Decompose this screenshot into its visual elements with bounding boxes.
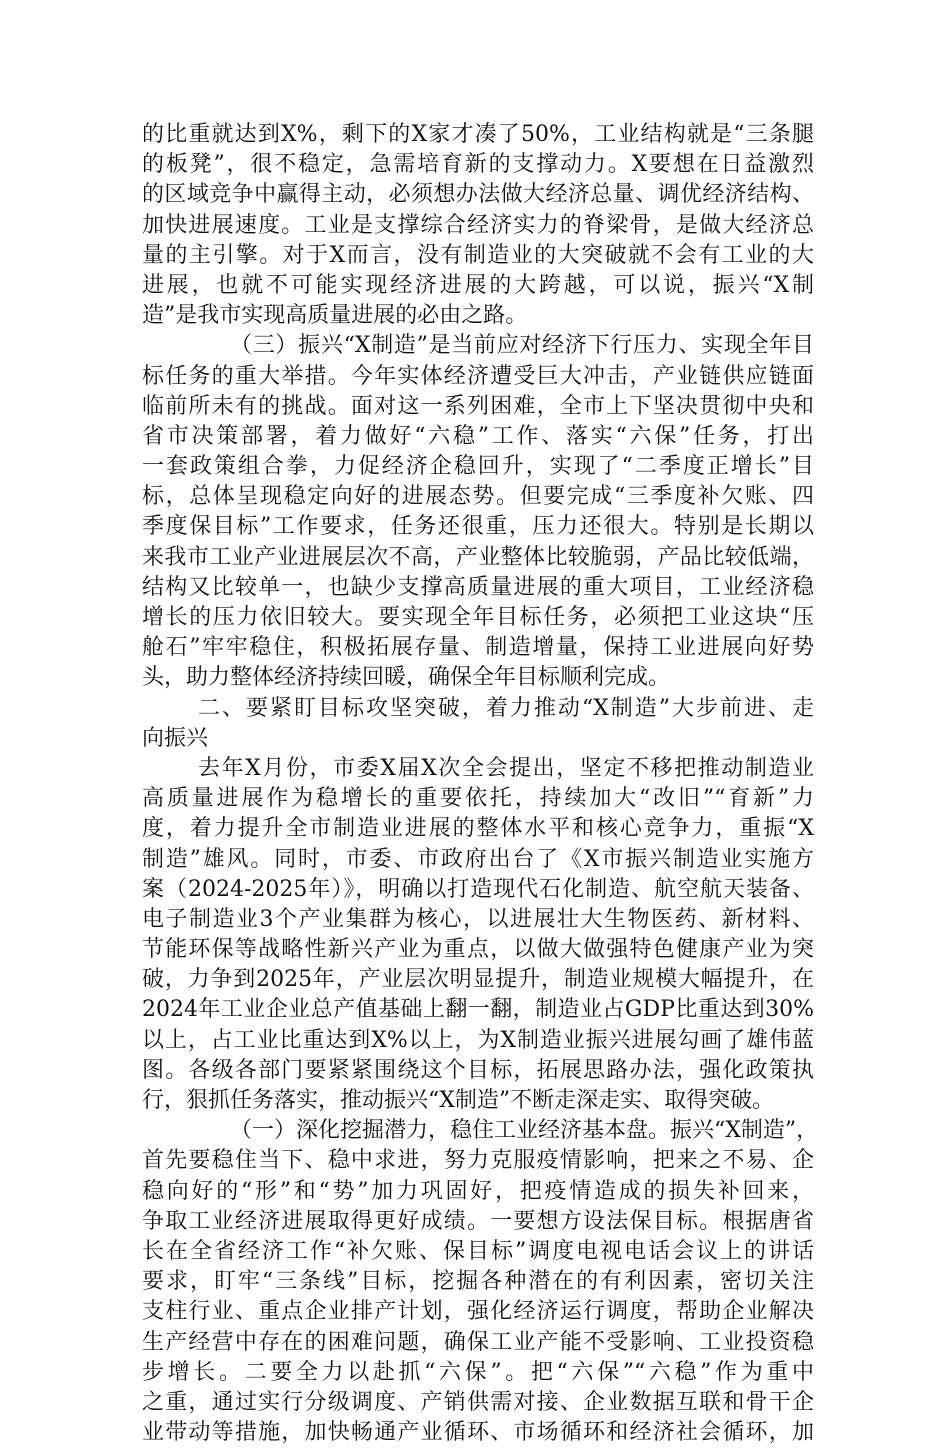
- text-line: 高质量进展作为稳增长的重要依托，持续加大“改旧”“育新”力: [142, 786, 814, 812]
- section-heading-line: 向振兴: [142, 725, 209, 751]
- text-line: 度，着力提升全市制造业进展的整体水平和核心竞争力，重振“X: [142, 816, 814, 842]
- text-line: 标任务的重大举措。今年实体经济遭受巨大冲击，产业链供应链面: [142, 363, 814, 389]
- text-line: 步增长。二要全力以赴抓“六保”。把“六保”“六稳”作为重中: [142, 1359, 814, 1385]
- text-line: 长在全省经济工作“补欠账、保目标”调度电视电话会议上的讲话: [142, 1238, 814, 1264]
- text-line: 稳向好的“形”和“势”加力巩固好，把疫情造成的损失补回来，: [142, 1178, 814, 1204]
- paragraph-start-line: （三）振兴“X制造”是当前应对经济下行压力、实现全年目: [230, 333, 814, 359]
- text-line: 头，助力整体经济持续回暖，确保全年目标顺利完成。: [142, 665, 671, 691]
- text-line: 破，力争到2025年，产业层次明显提升，制造业规模大幅提升，在: [142, 967, 814, 993]
- paragraph-start-line: 去年X月份，市委X届X次全会提出，坚定不移把推动制造业: [198, 755, 814, 781]
- text-line: 标，总体呈现稳定向好的进展态势。但要完成“三季度补欠账、四: [142, 484, 814, 510]
- paragraph-start-line: （一）深化挖掘潜力，稳住工业经济基本盘。振兴“X制造”，: [230, 1118, 819, 1144]
- text-line: 生产经营中存在的困难问题，确保工业产能不受影响、工业投资稳: [142, 1329, 814, 1355]
- text-line: 电子制造业3个产业集群为核心，以进展壮大生物医药、新材料、: [142, 906, 814, 932]
- text-line: 的比重就达到X%，剩下的X家才凑了50%，工业结构就是“三条腿: [142, 122, 814, 147]
- text-line: 业带动等措施，加快畅通产业循环、市场循环和经济社会循环，加: [142, 1420, 814, 1446]
- text-line: 以上，占工业比重达到X%以上，为X制造业振兴进展勾画了雄伟蓝: [142, 1027, 814, 1053]
- text-line: 结构又比较单一，也缺少支撑高质量进展的重大项目，工业经济稳: [142, 574, 814, 600]
- text-line: 进展，也就不可能实现经济进展的大跨越，可以说，振兴“X制: [142, 272, 814, 298]
- text-line: 图。各级各部门要紧紧围绕这个目标，拓展思路办法，强化政策执: [142, 1057, 814, 1083]
- text-line: 支柱行业、重点企业排产计划，强化经济运行调度，帮助企业解决: [142, 1299, 814, 1325]
- text-line: 制造”雄风。同时，市委、市政府出台了《X市振兴制造业实施方: [142, 846, 814, 872]
- text-line: 造”是我市实现高质量进展的必由之路。: [142, 303, 528, 329]
- text-line: 首先要稳住当下、稳中求进，努力克服疫情影响，把来之不易、企: [142, 1148, 814, 1174]
- text-line: 省市决策部署，着力做好“六稳”工作、落实“六保”任务，打出: [142, 423, 814, 449]
- text-line: 季度保目标”工作要求，任务还很重，压力还很大。特别是长期以: [142, 514, 814, 540]
- text-line: 争取工业经济进展取得更好成绩。一要想方设法保目标。根据唐省: [142, 1208, 814, 1234]
- text-line: 要求，盯牢“三条线”目标，挖掘各种潜在的有利因素，密切关注: [142, 1269, 814, 1295]
- text-line: 增长的压力依旧较大。要实现全年目标任务，必须把工业这块“压: [142, 605, 814, 630]
- text-line: 行，狠抓任务落实，推动振兴“X制造”不断走深走实、取得突破。: [142, 1088, 775, 1113]
- document-body: [142, 120, 819, 1448]
- text-line: 之重，通过实行分级调度、产销供需对接、企业数据互联和骨干企: [142, 1389, 814, 1415]
- section-heading-line: 二、要紧盯目标攻坚突破，着力推动“X制造”大步前进、走: [198, 695, 814, 721]
- text-line: 案（2024-2025年）》，明确以打造现代石化制造、航空航天装备、: [142, 876, 814, 902]
- text-line: 2024年工业企业总产值基础上翻一翻，制造业占GDP比重达到30%: [142, 997, 814, 1023]
- text-line: 的区域竞争中赢得主动，必须想办法做大经济总量、调优经济结构、: [142, 182, 814, 208]
- text-line: 临前所未有的挑战。面对这一系列困难，全市上下坚决贯彻中央和: [142, 393, 814, 419]
- text-line: 量的主引擎。对于X而言，没有制造业的大突破就不会有工业的大: [142, 242, 814, 268]
- text-line: 来我市工业产业进展层次不高，产业整体比较脆弱，产品比较低端，: [142, 544, 814, 570]
- text-line: 舱石”牢牢稳住，积极拓展存量、制造增量，保持工业进展向好势: [142, 635, 814, 661]
- text-line: 加快进展速度。工业是支撑综合经济实力的脊梁骨，是做大经济总: [142, 212, 814, 238]
- text-line: 的板凳”，很不稳定，急需培育新的支撑动力。X要想在日益激烈: [142, 152, 814, 178]
- text-line: 一套政策组合拳，力促经济企稳回升，实现了“二季度正增长”目: [142, 454, 814, 480]
- text-line: 节能环保等战略性新兴产业为重点，以做大做强特色健康产业为突: [142, 937, 814, 963]
